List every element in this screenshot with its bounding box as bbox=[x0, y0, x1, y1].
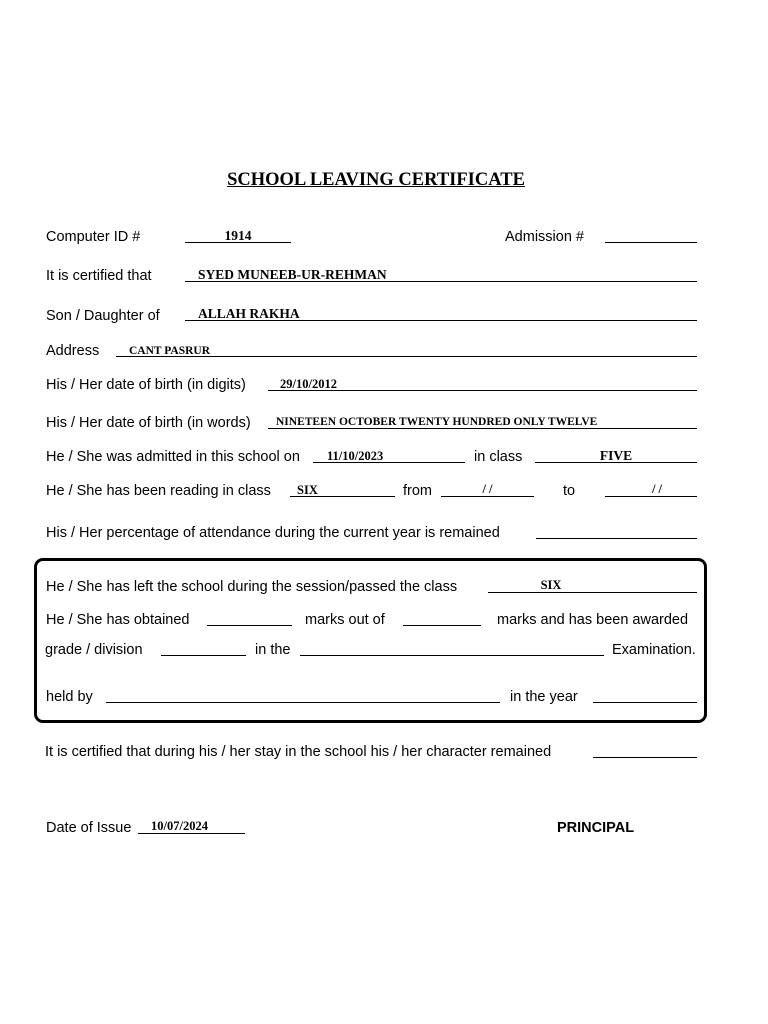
computer-id-value[interactable]: 1914 bbox=[224, 228, 252, 243]
examination-line[interactable] bbox=[300, 655, 604, 656]
principal-label: PRINCIPAL bbox=[557, 820, 635, 836]
dob-words-label: His / Her date of birth (in words) bbox=[46, 415, 251, 431]
year-line[interactable] bbox=[593, 702, 697, 703]
student-name-value[interactable]: SYED MUNEEB-UR-REHMAN bbox=[198, 267, 387, 282]
dob-words-value[interactable]: NINETEEN OCTOBER TWENTY HUNDRED ONLY TWELVE bbox=[276, 416, 598, 428]
obtained-marks-line[interactable] bbox=[207, 625, 292, 626]
in-the-label: in the bbox=[255, 642, 291, 658]
admitted-class-value[interactable]: FIVE bbox=[599, 448, 633, 463]
awarded-label: marks and has been awarded bbox=[497, 612, 689, 628]
left-school-class-value[interactable]: SIX bbox=[540, 578, 562, 592]
reading-to-label: to bbox=[563, 483, 576, 499]
marks-out-of-label: marks out of bbox=[305, 612, 385, 628]
dob-digits-label: His / Her date of birth (in digits) bbox=[46, 377, 246, 393]
admitted-class-label: in class bbox=[474, 449, 523, 465]
character-label: It is certified that during his / her stay in the school his / her character remained bbox=[45, 744, 552, 760]
certificate-title: SCHOOL LEAVING CERTIFICATE bbox=[227, 170, 525, 190]
admission-label: Admission # bbox=[505, 229, 584, 245]
address-label: Address bbox=[46, 343, 100, 359]
admission-line bbox=[605, 242, 697, 243]
character-line[interactable] bbox=[593, 757, 697, 758]
grade-line[interactable] bbox=[161, 655, 246, 656]
dob-digits-value[interactable]: 29/10/2012 bbox=[280, 377, 337, 391]
obtained-label: He / She has obtained bbox=[46, 612, 190, 628]
admitted-date-value[interactable]: 11/10/2023 bbox=[327, 449, 384, 463]
computer-id-label: Computer ID # bbox=[46, 229, 141, 245]
admitted-label: He / She was admitted in this school on bbox=[46, 449, 300, 465]
issue-date-value[interactable]: 10/07/2024 bbox=[151, 819, 208, 833]
left-school-label: He / She has left the school during the session/passed the class bbox=[46, 579, 458, 595]
reading-label: He / She has been reading in class bbox=[46, 483, 271, 499]
examination-label: Examination. bbox=[612, 642, 696, 658]
attendance-line[interactable] bbox=[536, 538, 697, 539]
reading-to-value[interactable]: / / bbox=[651, 482, 663, 496]
parent-value[interactable]: ALLAH RAKHA bbox=[198, 306, 300, 321]
reading-from-label: from bbox=[403, 483, 432, 499]
certified-label: It is certified that bbox=[46, 268, 152, 284]
held-by-line[interactable] bbox=[106, 702, 500, 703]
address-value[interactable]: CANT PASRUR bbox=[129, 345, 211, 357]
parent-label: Son / Daughter of bbox=[46, 308, 160, 324]
reading-class-value[interactable]: SIX bbox=[297, 483, 318, 497]
reading-from-value[interactable]: / / bbox=[482, 482, 493, 496]
issue-date-label: Date of Issue bbox=[46, 820, 132, 836]
total-marks-line[interactable] bbox=[403, 625, 481, 626]
grade-label: grade / division bbox=[45, 642, 143, 658]
year-label: in the year bbox=[510, 689, 578, 705]
attendance-label: His / Her percentage of attendance during the current year is remained bbox=[46, 525, 500, 541]
held-by-label: held by bbox=[46, 689, 93, 705]
